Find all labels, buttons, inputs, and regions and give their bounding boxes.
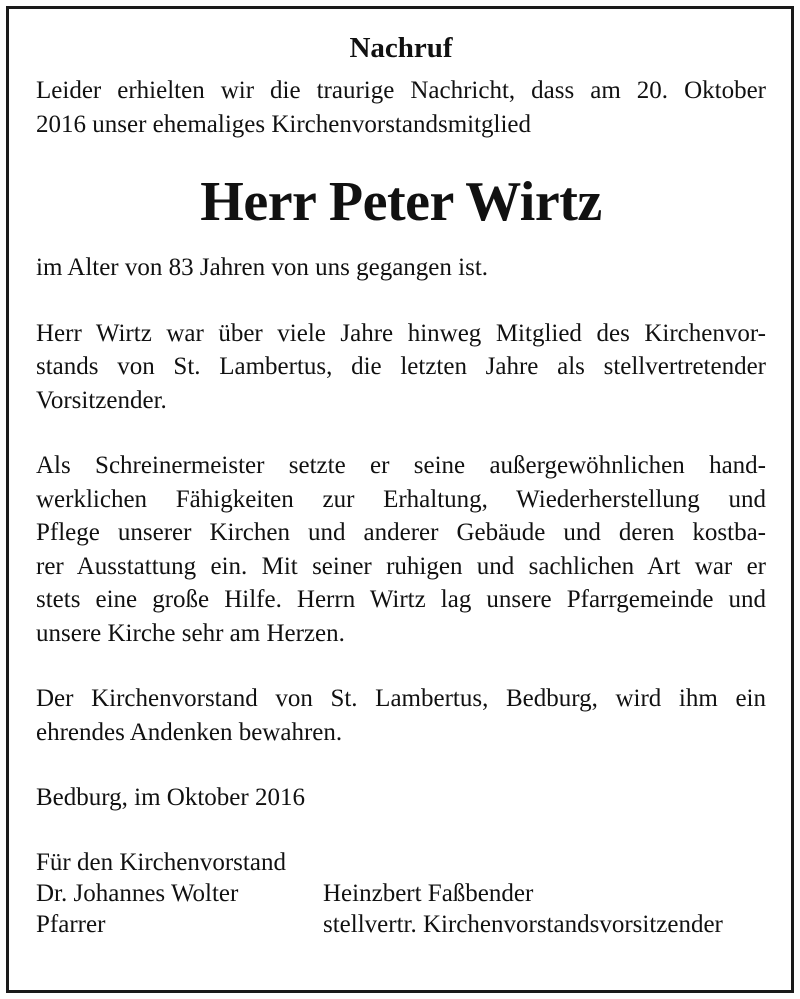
paragraph-line: rer Ausstattung ein. Mit seiner ruhigen und sachlichen Art war er [36, 552, 766, 580]
intro-line: Leider erhielten wir die traurige Nachricht, dass am 20. Oktober [36, 77, 766, 104]
remembrance-paragraph [36, 682, 766, 749]
deceased-name: Herr Peter Wirtz [200, 171, 602, 233]
on-behalf-label: Für den Kirchenvorstand [36, 848, 286, 876]
membership-paragraph [36, 317, 766, 418]
signatory-left-name: Dr. Johannes Wolter [36, 879, 239, 907]
paragraph-line: werklichen Fähigkeiten zur Erhaltung, Wiederherstellung und [36, 485, 766, 513]
paragraph-line: Vorsitzender. [36, 386, 167, 414]
craftsmanship-paragraph [36, 449, 766, 650]
paragraph-line: stands von St. Lambertus, die letzten Jahre als stellvertretender [36, 353, 766, 380]
signature-block [36, 847, 766, 940]
paragraph-line: stets eine große Hilfe. Herrn Wirtz lag unsere Pfarrgemeinde und [36, 586, 766, 613]
obituary-notice [36, 28, 766, 940]
age-line: im Alter von 83 Jahren von uns gegangen ist. [36, 254, 489, 281]
signatory-right-role: stellvertr. Kirchenvorstandsvorsitzender [323, 910, 723, 938]
paragraph-line: Pflege unserer Kirchen und anderer Gebäude und deren kostba- [36, 519, 766, 546]
signatory-right-name: Heinzbert Faßbender [323, 879, 534, 907]
intro-paragraph [36, 74, 766, 141]
paragraph-line: Der Kirchenvorstand von St. Lambertus, Bedburg, wird ihm ein [36, 685, 766, 712]
paragraph-line: Herr Wirtz war über viele Jahre hinweg Mitglied des Kirchenvor- [36, 319, 766, 347]
paragraph-line: unsere Kirche sehr am Herzen. [36, 619, 345, 647]
place-date: Bedburg, im Oktober 2016 [36, 784, 305, 811]
signatory-left-role: Pfarrer [36, 910, 106, 938]
paragraph-line: ehrendes Andenken bewahren. [36, 718, 343, 746]
age-paragraph [36, 251, 766, 285]
intro-line: 2016 unser ehemaliges Kirchenvorstandsmitglied [36, 110, 532, 138]
place-date-paragraph [36, 781, 766, 815]
notice-heading: Nachruf [349, 32, 453, 64]
paragraph-line: Als Schreinermeister setzte er seine außergewöhnlichen hand- [36, 452, 766, 479]
